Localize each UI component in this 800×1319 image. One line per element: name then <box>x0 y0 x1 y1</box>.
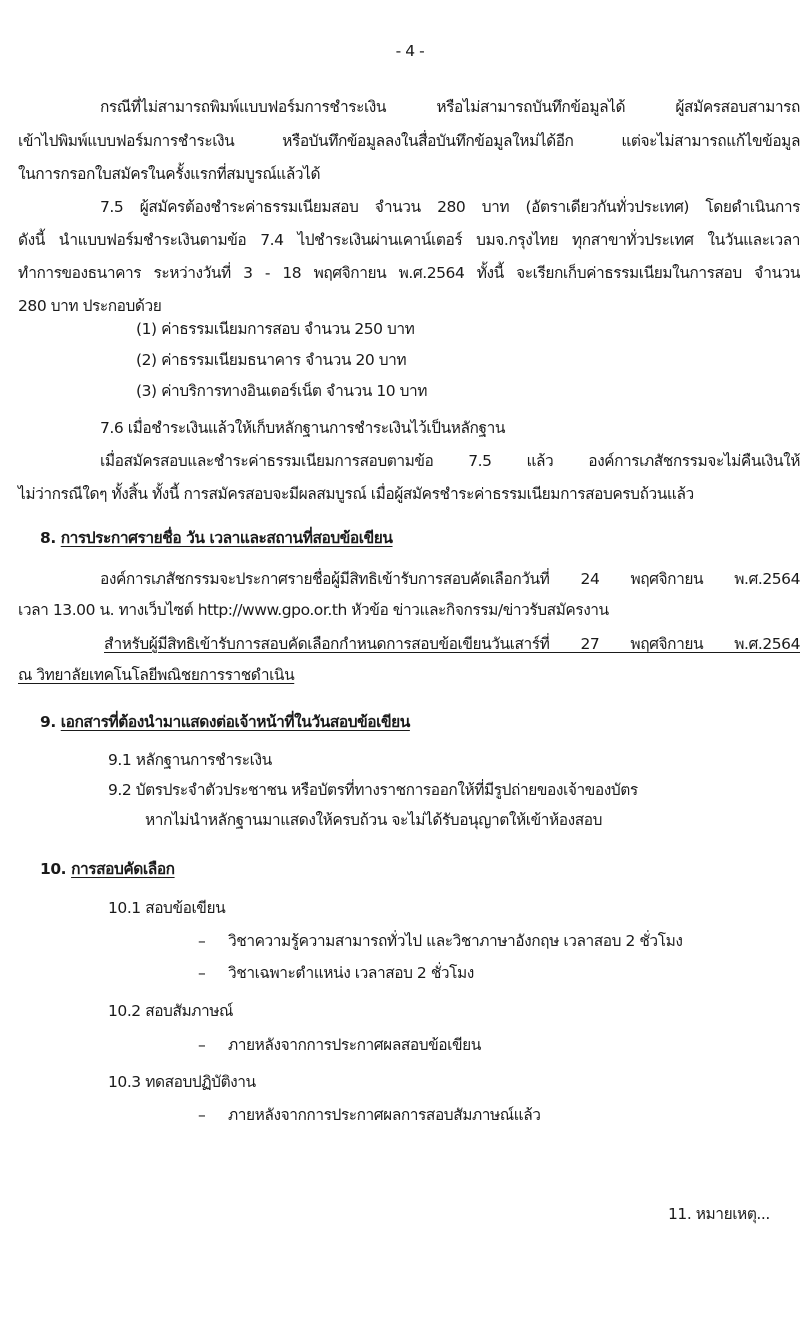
paragraph-line: 7.5 ผู้สมัครต้องชำระค่าธรรมเนียมสอบ จำนวน 280 บาท (อัตราเดียวกันทั่วประเทศ) โดยดำเนินการ <box>100 198 800 216</box>
dash-icon: – <box>198 1036 206 1054</box>
paragraph-line: 280 บาท ประกอบด้วย <box>18 297 162 315</box>
section-title: เอกสารที่ต้องนำมาแสดงต่อเจ้าหน้าที่ในวันสอบข้อเขียน <box>60 713 410 731</box>
subsection-label: 10.3 ทดสอบปฏิบัติงาน <box>108 1073 256 1091</box>
list-item: 9.1 หลักฐานการชำระเงิน <box>108 751 272 769</box>
fee-item: (2) ค่าธรรมเนียมธนาคาร จำนวน 20 บาท <box>136 351 407 369</box>
section-number: 10. <box>40 860 67 878</box>
section-title: การสอบคัดเลือก <box>71 860 175 878</box>
section-title: การประกาศรายชื่อ วัน เวลาและสถานที่สอบข้อเขียน <box>60 529 393 547</box>
section-heading <box>40 711 410 733</box>
bullet-item: วิชาความรู้ความสามารถทั่วไป และวิชาภาษาอังกฤษ เวลาสอบ 2 ชั่วโมง <box>228 932 683 950</box>
paragraph-line: 7.6 เมื่อชำระเงินแล้วให้เก็บหลักฐานการชำระเงินไว้เป็นหลักฐาน <box>100 419 505 437</box>
section-heading <box>40 527 393 549</box>
list-item: 9.2 บัตรประจำตัวประชาชน หรือบัตรที่ทางราชการออกให้ที่มีรูปถ่ายของเจ้าของบัตร <box>108 781 638 799</box>
paragraph-line: ทำการของธนาคาร ระหว่างวันที่ 3 - 18 พฤศจิกายน พ.ศ.2564 ทั้งนี้ จะเรียกเก็บค่าธรรมเนียมในการสอบ จำนวน <box>18 264 800 282</box>
bullet-item: ภายหลังจากการประกาศผลสอบข้อเขียน <box>228 1036 481 1054</box>
underlined-line: ณ วิทยาลัยเทคโนโลยีพณิชยการราชดำเนิน <box>18 666 295 684</box>
paragraph-line: เข้าไปพิมพ์แบบฟอร์มการชำระเงิน หรือบันทึกข้อมูลลงในสื่อบันทึกข้อมูลใหม่ได้อีก แต่จะไม่สามารถแก้ไขข้อมูล <box>18 132 800 150</box>
dash-icon: – <box>198 932 206 950</box>
page-number: - 4 - <box>395 42 425 60</box>
section-number: 9. <box>40 713 56 731</box>
paragraph-line: ดังนี้ นำแบบฟอร์มชำระเงินตามข้อ 7.4 ไปชำระเงินผ่านเคาน์เตอร์ บมจ.กรุงไทย ทุกสาขาทั่วประเทศ ในวันและเวลา <box>18 231 800 249</box>
underlined-line: สำหรับผู้มีสิทธิเข้ารับการสอบคัดเลือกกำหนดการสอบข้อเขียนวันเสาร์ที่ 27 พฤศจิกายน พ.ศ.2564 <box>104 635 800 653</box>
fee-item: (3) ค่าบริการทางอินเตอร์เน็ต จำนวน 10 บาท <box>136 382 428 400</box>
bullet-item: ภายหลังจากการประกาศผลการสอบสัมภาษณ์แล้ว <box>228 1106 541 1124</box>
bullet-item: วิชาเฉพาะตำแหน่ง เวลาสอบ 2 ชั่วโมง <box>228 964 474 982</box>
paragraph-line: เวลา 13.00 น. ทางเว็บไซต์ http://www.gpo.or.th หัวข้อ ข่าวและกิจกรรม/ข่าวรับสมัครงาน <box>18 601 609 619</box>
subsection-label: 10.1 สอบข้อเขียน <box>108 899 226 917</box>
paragraph-line: องค์การเภสัชกรรมจะประกาศรายชื่อผู้มีสิทธิเข้ารับการสอบคัดเลือกวันที่ 24 พฤศจิกายน พ.ศ.2564 <box>100 570 800 588</box>
list-note: หากไม่นำหลักฐานมาแสดงให้ครบถ้วน จะไม่ได้รับอนุญาตให้เข้าห้องสอบ <box>145 811 602 829</box>
section-number: 8. <box>40 529 56 547</box>
fee-item: (1) ค่าธรรมเนียมการสอบ จำนวน 250 บาท <box>136 320 415 338</box>
paragraph-line: กรณีที่ไม่สามารถพิมพ์แบบฟอร์มการชำระเงิน หรือไม่สามารถบันทึกข้อมูลได้ ผู้สมัครสอบสามารถ <box>100 98 800 116</box>
continuation-note: 11. หมายเหตุ... <box>668 1205 770 1223</box>
dash-icon: – <box>198 1106 206 1124</box>
paragraph-line: เมื่อสมัครสอบและชำระค่าธรรมเนียมการสอบตามข้อ 7.5 แล้ว องค์การเภสัชกรรมจะไม่คืนเงินให้ <box>100 452 800 470</box>
paragraph-line: ในการกรอกใบสมัครในครั้งแรกที่สมบูรณ์แล้วได้ <box>18 165 321 183</box>
section-heading <box>40 858 175 880</box>
subsection-label: 10.2 สอบสัมภาษณ์ <box>108 1002 233 1020</box>
paragraph-line: ไม่ว่ากรณีใดๆ ทั้งสิ้น ทั้งนี้ การสมัครสอบจะมีผลสมบูรณ์ เมื่อผู้สมัครชำระค่าธรรมเนียมการสอบครบถ้วนแล้ว <box>18 485 694 503</box>
dash-icon: – <box>198 964 206 982</box>
